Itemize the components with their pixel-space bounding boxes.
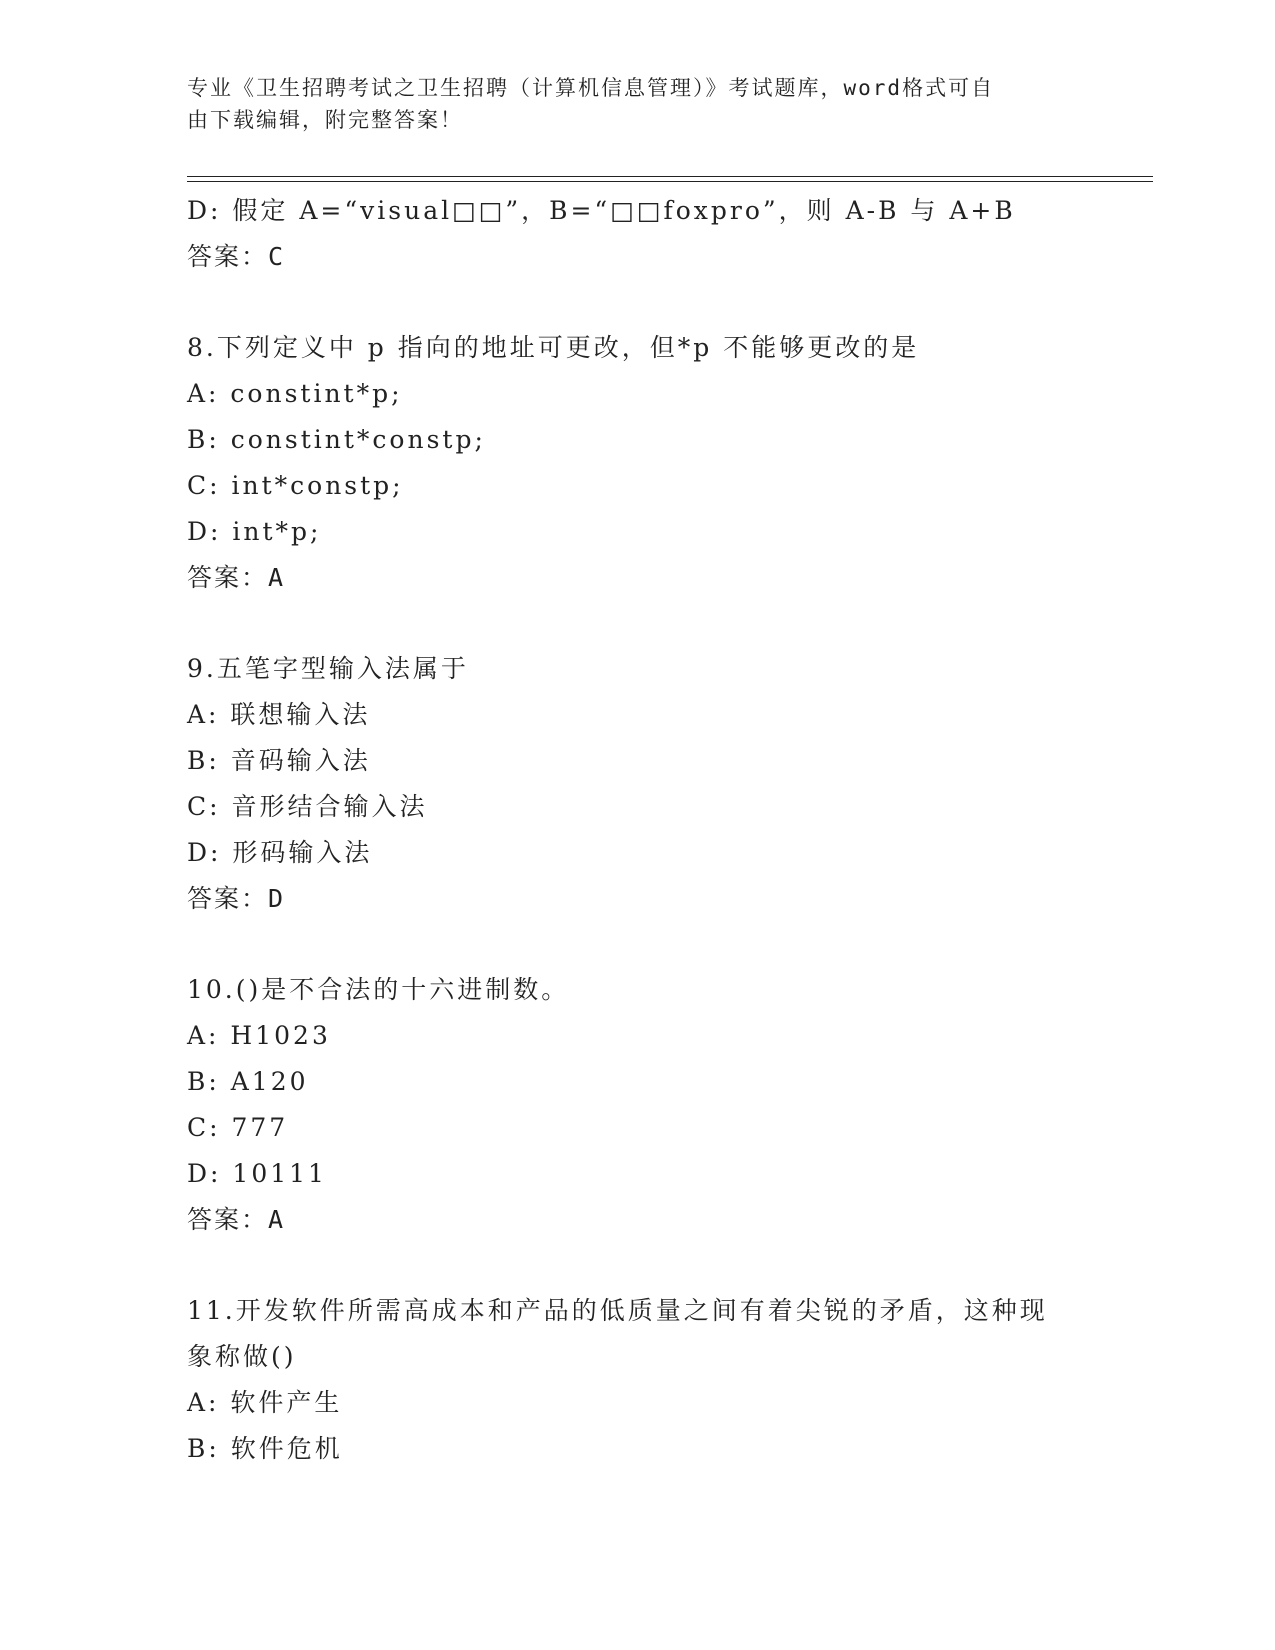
answer-line: 答案：D [187,884,286,913]
question-line: B: constint*constp; [187,425,486,454]
question-line: D: int*p; [187,517,322,546]
header-line-1: 专业《卫生招聘考试之卫生招聘（计算机信息管理）》考试题库，word格式可自 [187,76,995,100]
block-spacer [187,1243,1087,1288]
header-line-2: 由下载编辑，附完整答案！ [187,108,463,132]
question-list [187,188,1087,1472]
question-line: A: 软件产生 [187,1388,343,1417]
question-block [187,325,1087,601]
question-stem: 10.()是不合法的十六进制数。 [187,975,570,1004]
question-stem: 9.五笔字型输入法属于 [187,654,469,683]
answer-line: 答案：A [187,1205,286,1234]
question-line: C: 777 [187,1113,289,1142]
question-block [187,1288,1087,1472]
question-line: A: constint*p; [187,379,403,408]
question-block [187,646,1087,922]
document-header [187,72,1087,136]
answer-line: 答案：C [187,242,286,271]
block-spacer [187,280,1087,325]
block-spacer [187,922,1087,967]
question-line: B: 软件危机 [187,1434,343,1463]
block-spacer [187,601,1087,646]
question-line: D: 形码输入法 [187,838,373,867]
question-line: C: int*constp; [187,471,404,500]
question-line: D: 假定 A=“visual□□”，B=“□□foxpro”，则 A-B 与 A+B [187,196,1016,225]
header-divider-top [187,176,1153,177]
question-line: B: 音码输入法 [187,746,371,775]
question-line: 象称做() [187,1342,297,1371]
answer-line: 答案：A [187,563,286,592]
question-block [187,188,1087,280]
question-line: A: H1023 [187,1021,331,1050]
question-line: D: 10111 [187,1159,327,1188]
question-line: B: A120 [187,1067,309,1096]
question-stem: 11.开发软件所需高成本和产品的低质量之间有着尖锐的矛盾，这种现 [187,1296,1048,1325]
header-divider-bottom [187,181,1153,182]
question-line: C: 音形结合输入法 [187,792,428,821]
question-stem: 8.下列定义中 p 指向的地址可更改，但*p 不能够更改的是 [187,333,920,362]
question-line: A: 联想输入法 [187,700,371,729]
question-block [187,967,1087,1243]
